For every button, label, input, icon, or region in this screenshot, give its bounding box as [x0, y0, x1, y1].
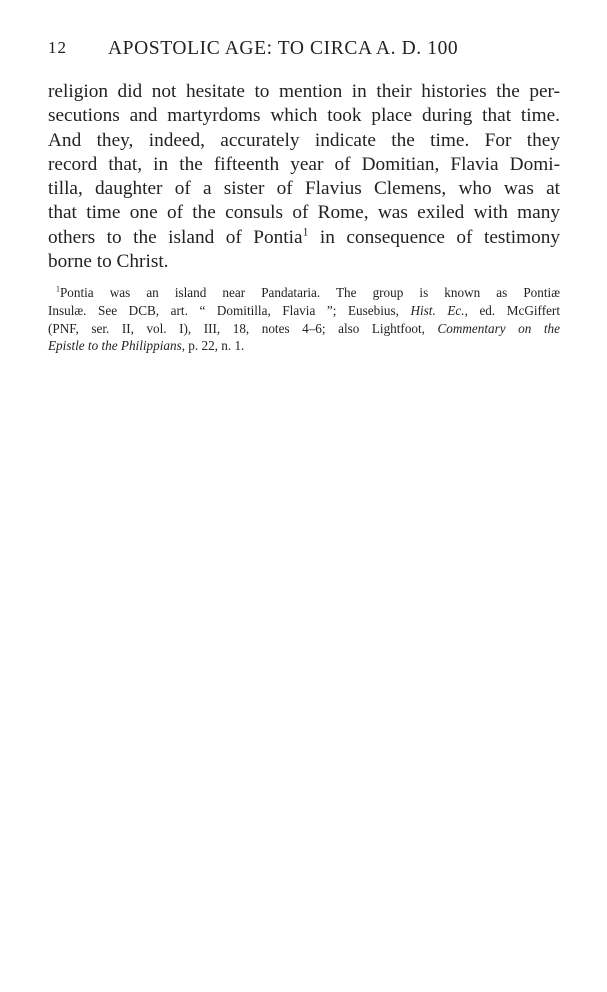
text-line [48, 226, 560, 250]
text-line: religion did not hesitate to mention in their histories the per- [48, 81, 560, 102]
text-line: And they, indeed, accurately indicate the time. For they [48, 129, 560, 151]
footnote-text: Pontia was an island near Pandataria. The group is known as Pontiæ [59, 285, 560, 300]
text-segment: in consequence of testimony [308, 226, 561, 248]
running-title: APOSTOLIC AGE: TO CIRCA A. D. 100 [108, 38, 459, 59]
running-header [48, 38, 560, 68]
citation-title: Epistle to the Philippians [48, 338, 182, 354]
footnote-line [48, 302, 560, 320]
text-segment: others to the island of Pontia [48, 226, 303, 248]
page-number: 12 [48, 38, 67, 57]
text-line: tilla, daughter of a sister of Flavius Clemens, who was at [48, 178, 560, 200]
text-line: record that, in the fifteenth year of Domitian, Flavia Domi- [48, 153, 560, 175]
footnote-line [48, 337, 560, 355]
footnote-marker: 1 [56, 284, 60, 294]
text-line: that time one of the consuls of Rome, was exiled with many [48, 202, 560, 224]
text-line: secutions and martyrdoms which took place during that time. [48, 105, 560, 127]
footnote-text: (PNF, ser. II, vol. I), III, 18, notes 4–6; also Lightfoot, [48, 320, 438, 336]
footnote-text: , p. 22, n. 1. [181, 338, 245, 354]
footnote-reference: 1 [302, 225, 309, 239]
footnote-line [48, 284, 560, 302]
footnote [48, 284, 560, 355]
footnote-line [48, 320, 560, 338]
footnote-text: Insulæ. See DCB, art. “ Domitilla, Flavia ”; Eusebius, [48, 302, 411, 318]
citation-title: Hist. Ec. [410, 302, 465, 318]
main-text [48, 80, 560, 274]
footnote-text: , ed. McGiffert [464, 302, 560, 318]
text-line: borne to Christ. [48, 251, 169, 273]
citation-title: Commentary on the [437, 320, 560, 336]
